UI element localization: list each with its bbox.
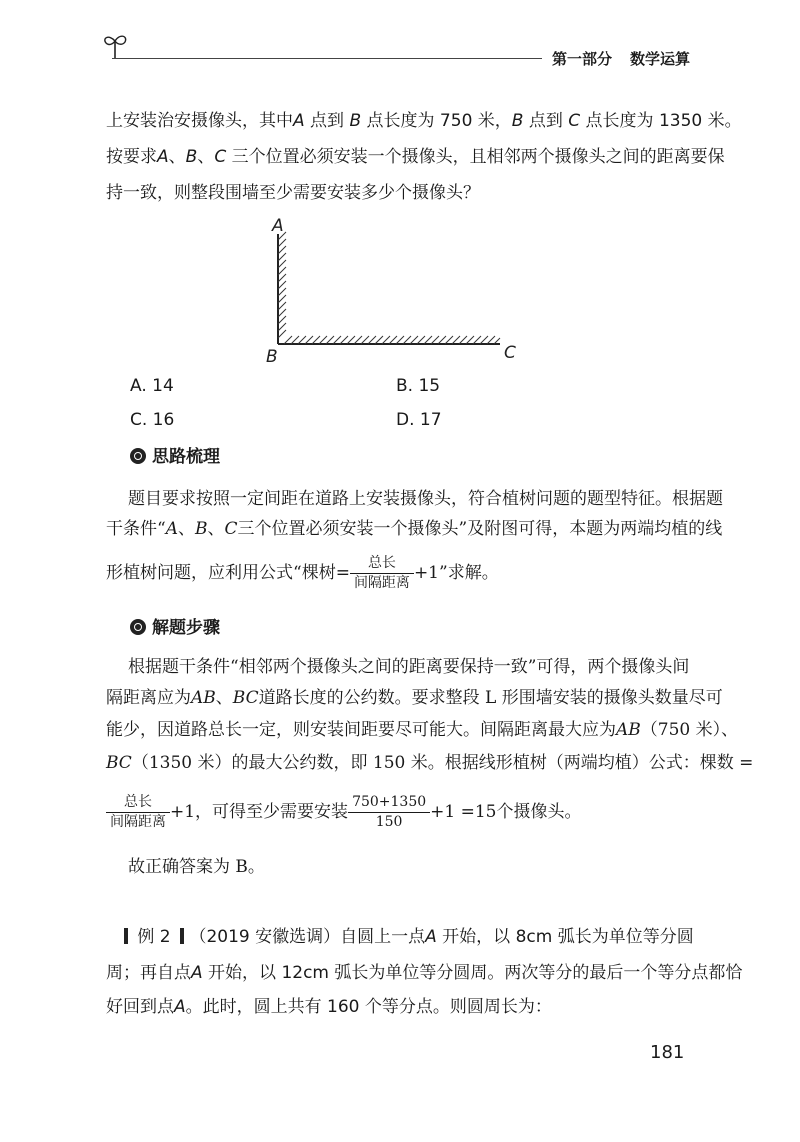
header-rule	[112, 58, 532, 59]
solution-line-5: $\frac{\text{总长}}{\text{间隔距离}}$ +1，可得至少需要安装 $\frac{750+1350}{150}$ +1 =15个摄像头。	[106, 792, 582, 832]
analysis-line-3: 形植树问题，应利用公式“棵树= $\frac{\text{总长}}{\text{间隔距离}}$ +1”求解。	[106, 555, 499, 591]
solution-heading: 解题步骤	[130, 618, 220, 638]
solution-line-3: 能少，因道路总长一定，则安装间距要尽可能大。间隔距离最大应为AB（750 米）、	[106, 720, 739, 740]
example-label: 例 2	[137, 927, 171, 947]
example-line-3: 好回到点A。此时，圆上共有 160 个等分点。则圆周长为：	[106, 997, 552, 1017]
sprout-icon	[100, 30, 130, 60]
analysis-line-1: 题目要求按照一定间距在道路上安装摄像头，符合植树问题的题型特征。根据题	[128, 489, 723, 509]
example-bar-right	[180, 928, 184, 944]
problem-line-2: 按要求A、B、C 三个位置必须安装一个摄像头，且相邻两个摄像头之间的距离要保	[106, 147, 725, 167]
solution-answer: 故正确答案为 B。	[128, 857, 265, 877]
solution-line-2: 隔距离应为AB、BC道路长度的公约数。要求整段 L 形围墙安装的摄像头数量尽可	[106, 688, 723, 708]
wall-diagram	[262, 216, 524, 376]
option-d: D. 17	[396, 410, 442, 430]
wall-horizontal	[278, 336, 500, 344]
label-b: B	[266, 347, 278, 367]
option-b: B. 15	[396, 376, 441, 396]
label-a: A	[272, 216, 284, 236]
gear-icon	[130, 448, 146, 464]
problem-line-3: 持一致，则整段围墙至少需要安装多少个摄像头？	[106, 183, 480, 203]
example-line-1: 例 2 （2019 安徽选调）自圆上一点A 开始，以 8cm 弧长为单位等分圆	[124, 927, 694, 947]
wall-vertical	[278, 232, 286, 344]
option-a: A. 14	[130, 376, 174, 396]
option-c: C. 16	[130, 410, 175, 430]
fraction-sum-over-150: $\frac{750+1350}{150}$	[348, 793, 430, 832]
analysis-line-2: 干条件“A、B、C三个位置必须安装一个摄像头”及附图可得，本题为两端均植的线	[106, 519, 723, 539]
header-rule-dashed	[532, 58, 542, 59]
solution-line-4: BC（1350 米）的最大公约数，即 150 米。根据线形植树（两端均植）公式：棵数 =	[106, 753, 754, 773]
header-section: 第一部分	[552, 50, 613, 68]
page-number: 181	[650, 1042, 685, 1063]
fraction-total-over-interval: $\frac{\text{总长}}{\text{间隔距离}}$	[350, 554, 414, 593]
problem-line-1: 上安装治安摄像头，其中A 点到 B 点长度为 750 米，B 点到 C 点长度为 1350 米。	[106, 111, 742, 131]
analysis-heading: 思路梳理	[130, 447, 220, 467]
pencil-icon	[130, 619, 146, 635]
header-title: 数学运算	[630, 50, 691, 68]
label-c: C	[504, 343, 516, 363]
solution-line-1: 根据题干条件“相邻两个摄像头之间的距离要保持一致”可得，两个摄像头间	[128, 657, 690, 677]
example-bar-left	[124, 928, 128, 944]
example-line-2: 周；再自点A 开始，以 12cm 弧长为单位等分圆周。两次等分的最后一个等分点都恰	[106, 963, 743, 983]
fraction-total-over-interval-2: $\frac{\text{总长}}{\text{间隔距离}}$	[106, 793, 170, 832]
